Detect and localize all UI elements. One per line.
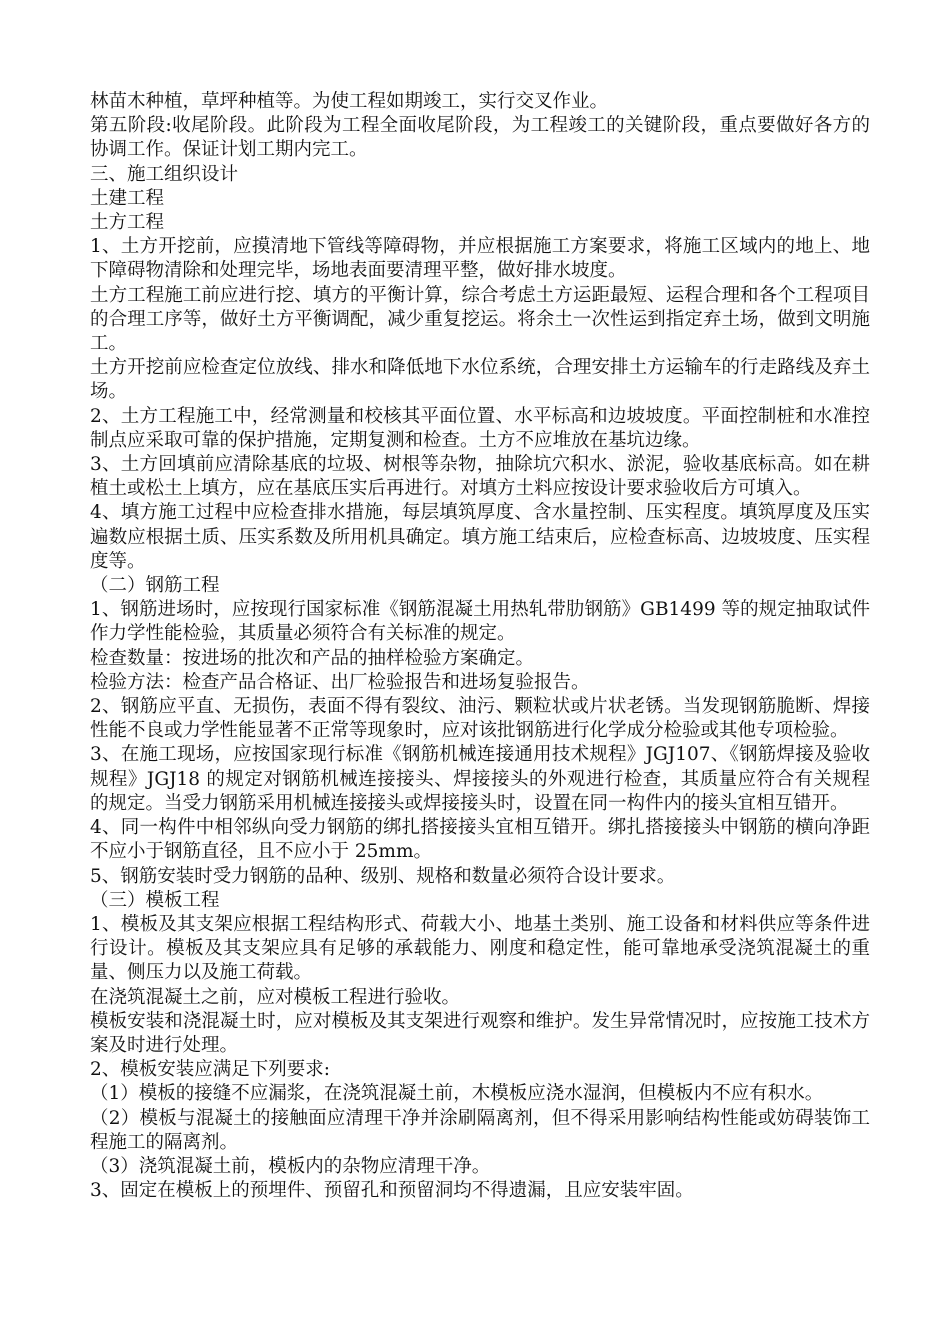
- paragraph: （3）浇筑混凝土前，模板内的杂物应清理干净。: [90, 1155, 491, 1177]
- paragraph: （1）模板的接缝不应漏浆，在浇筑混凝土前，木模板应浇水湿润，但模板内不应有积水。: [90, 1083, 824, 1105]
- section-heading: 三、施工组织设计: [90, 163, 239, 185]
- paragraph: 第五阶段:收尾阶段。此阶段为工程全面收尾阶段，为工程竣工的关键阶段，重点要做好各方的协调工作。保证计划工期内完工。: [90, 115, 870, 161]
- paragraph: 1、模板及其支架应根据工程结构形式、荷载大小、地基土类别、施工设备和材料供应等条件进行设计。模板及其支架应具有足够的承载能力、刚度和稳定性，能可靠地承受浇筑混凝土的重量、侧压力以及施工荷载。: [90, 913, 870, 984]
- paragraph: 2、钢筋应平直、无损伤，表面不得有裂纹、油污、颗粒状或片状老锈。当发现钢筋脆断、焊接性能不良或力学性能显著不正常等现象时，应对该批钢筋进行化学成分检验或其他专项检验。: [90, 696, 870, 742]
- paragraph: 4、同一构件中相邻纵向受力钢筋的绑扎搭接接头宜相互错开。绑扎搭接接头中钢筋的横向净距不应小于钢筋直径，且不应小于 25mm。: [90, 817, 870, 863]
- paragraph: 2、土方工程施工中，经常测量和校核其平面位置、水平标高和边坡坡度。平面控制桩和水准控制点应采取可靠的保护措施，定期复测和检查。土方不应堆放在基坑边缘。: [90, 405, 870, 451]
- paragraph: 土方工程施工前应进行挖、填方的平衡计算，综合考虑土方运距最短、运程合理和各个工程项目的合理工序等，做好土方平衡调配，减少重复挖运。将余土一次性运到指定弃土场，做到文明施工。: [90, 284, 870, 355]
- paragraph: 2、模板安装应满足下列要求:: [90, 1059, 331, 1081]
- paragraph: （2）模板与混凝土的接触面应清理干净并涂刷隔离剂，但不得采用影响结构性能或妨碍装饰工程施工的隔离剂。: [90, 1107, 870, 1153]
- paragraph: 林苗木种植，草坪种植等。为使工程如期竣工，实行交叉作业。: [90, 91, 609, 112]
- paragraph: 3、土方回填前应清除基底的垃圾、树根等杂物，抽除坑穴积水、淤泥，验收基底标高。如在耕植土或松土上填方，应在基底压实后再进行。对填方土料应按设计要求验收后方可填入。: [90, 454, 870, 500]
- document-page: [90, 90, 870, 1203]
- section-heading: 土建工程: [90, 187, 165, 209]
- section-heading: （二）钢筋工程: [90, 575, 220, 597]
- paragraph: 4、填方施工过程中应检查排水措施，每层填筑厚度、含水量控制、压实程度。填筑厚度及压实遍数应根据土质、压实系数及所用机具确定。填方施工结束后，应检查标高、边坡坡度、压实程度等。: [90, 502, 870, 572]
- paragraph: 土方开挖前应检查定位放线、排水和降低地下水位系统，合理安排土方运输车的行走路线及弃土场。: [90, 357, 870, 403]
- paragraph: 5、钢筋安装时受力钢筋的品种、级别、规格和数量必须符合设计要求。: [90, 865, 676, 887]
- paragraph: 1、土方开挖前，应摸清地下管线等障碍物，并应根据施工方案要求，将施工区域内的地上、地下障碍物清除和处理完毕，场地表面要清理平整，做好排水坡度。: [90, 236, 870, 282]
- section-heading: （三）模板工程: [90, 889, 220, 911]
- paragraph: 3、在施工现场，应按国家现行标准《钢筋机械连接通用技术规程》JGJ107、《钢筋焊接及验收规程》JGJ18 的规定对钢筋机械连接接头、焊接接头的外观进行检查，其质量应符合有关规程的规定。当受力钢筋采用机械连接接头或焊接接头时，设置在同一构件内的接头宜相互错开。: [90, 744, 870, 814]
- paragraph: 3、固定在模板上的预埋件、预留孔和预留洞均不得遗漏，且应安装牢固。: [90, 1180, 694, 1202]
- section-heading: 土方工程: [90, 212, 165, 234]
- paragraph: 模板安装和浇混凝土时，应对模板及其支架进行观察和维护。发生异常情况时，应按施工技术方案及时进行处理。: [90, 1010, 870, 1056]
- paragraph: 检验方法：检查产品合格证、出厂检验报告和进场复验报告。: [90, 671, 590, 693]
- paragraph: 在浇筑混凝土之前，应对模板工程进行验收。: [90, 986, 461, 1008]
- paragraph: 1、钢筋进场时，应按现行国家标准《钢筋混凝土用热轧带肋钢筋》GB1499 等的规定抽取试件作力学性能检验，其质量必须符合有关标准的规定。: [90, 599, 870, 645]
- paragraph: 检查数量：按进场的批次和产品的抽样检验方案确定。: [90, 647, 535, 669]
